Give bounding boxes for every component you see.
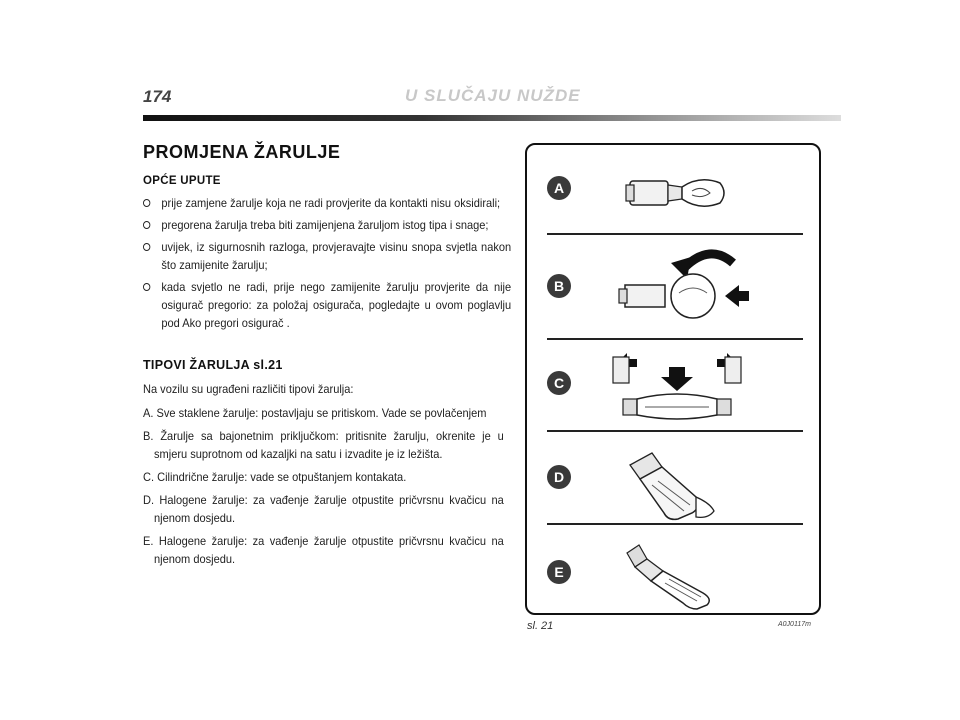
section-title: U SLUČAJU NUŽDE (405, 86, 581, 105)
text-column (143, 140, 512, 573)
label-e-badge: E (547, 560, 571, 584)
label-a-badge: A (547, 176, 571, 200)
bullet-item (143, 278, 511, 332)
figure-caption: sl. 21 (527, 620, 554, 632)
type-item-d: D. Halogene žarulje: za vađenje žarulje otpustite pričvrsnu kvačicu na njenom dosjedu. (143, 493, 504, 525)
bullet-text: uvijek, iz sigurnosnih razloga, provjeravajte visinu snopa svjetla nakon što zamijenite žarulju; (161, 240, 512, 272)
bulb-b-icon (615, 243, 795, 323)
bulb-c-icon (609, 349, 749, 421)
figure-code: A0J0117m (778, 621, 811, 628)
bullet-circle-icon (143, 199, 150, 207)
separator-line (547, 523, 803, 525)
bullet-item (143, 194, 511, 212)
separator-line (547, 430, 803, 432)
bullet-text: pregorena žarulja treba biti zamijenjena žaruljom istog tipa i snage; (161, 218, 489, 232)
type-item-c: C. Cilindrične žarulje: vade se otpuštanjem kontakata. (143, 470, 407, 484)
page-number: 174 (143, 87, 172, 106)
bullet-text: kada svjetlo ne radi, prije nego zamijenite žarulju provjerite da nije osigurač pregorio: za položaj osigurača, pogledajte u ovom poglavlju pod Ako pregori osigurač . (161, 280, 512, 330)
separator-line (547, 233, 803, 235)
general-heading: OPĆE UPUTE (143, 175, 221, 187)
type-item-a: A. Sve staklene žarulje: postavljaju se pritiskom. Vade se povlačenjem (143, 406, 487, 420)
bullet-list (143, 194, 512, 332)
bullet-circle-icon (143, 243, 150, 251)
label-b-badge: B (547, 274, 571, 298)
types-list (143, 404, 504, 568)
bulb-a-icon (622, 163, 732, 223)
types-intro: Na vozilu su ugrađeni različiti tipovi žarulja: (143, 382, 354, 396)
bullet-circle-icon (143, 221, 150, 229)
bulb-d-icon (622, 445, 732, 525)
type-item-e: E. Halogene žarulje: za vađenje žarulje otpustite pričvrsnu kvačicu na njenom dosjedu. (143, 534, 504, 566)
bulb-e-icon (617, 539, 737, 611)
page-title: PROMJENA ŽARULJE (143, 142, 341, 162)
type-item-b: B. Žarulje sa bajonetnim priključkom: pritisnite žarulju, okrenite je u smjeru suprotnom od kazaljki na satu i izvadite je iz ležišta. (143, 429, 504, 461)
bullet-item (143, 238, 511, 274)
bullet-circle-icon (143, 283, 150, 291)
label-d-badge: D (547, 465, 571, 489)
bullet-text: prije zamjene žarulje koja ne radi provjerite da kontakti nisu oksidirali; (161, 196, 501, 210)
header-rule (143, 115, 841, 121)
types-heading: TIPOVI ŽARULJA sl.21 (143, 358, 283, 372)
separator-line (547, 338, 803, 340)
bullet-item (143, 216, 511, 234)
figure-frame (525, 143, 821, 615)
label-c-badge: C (547, 371, 571, 395)
